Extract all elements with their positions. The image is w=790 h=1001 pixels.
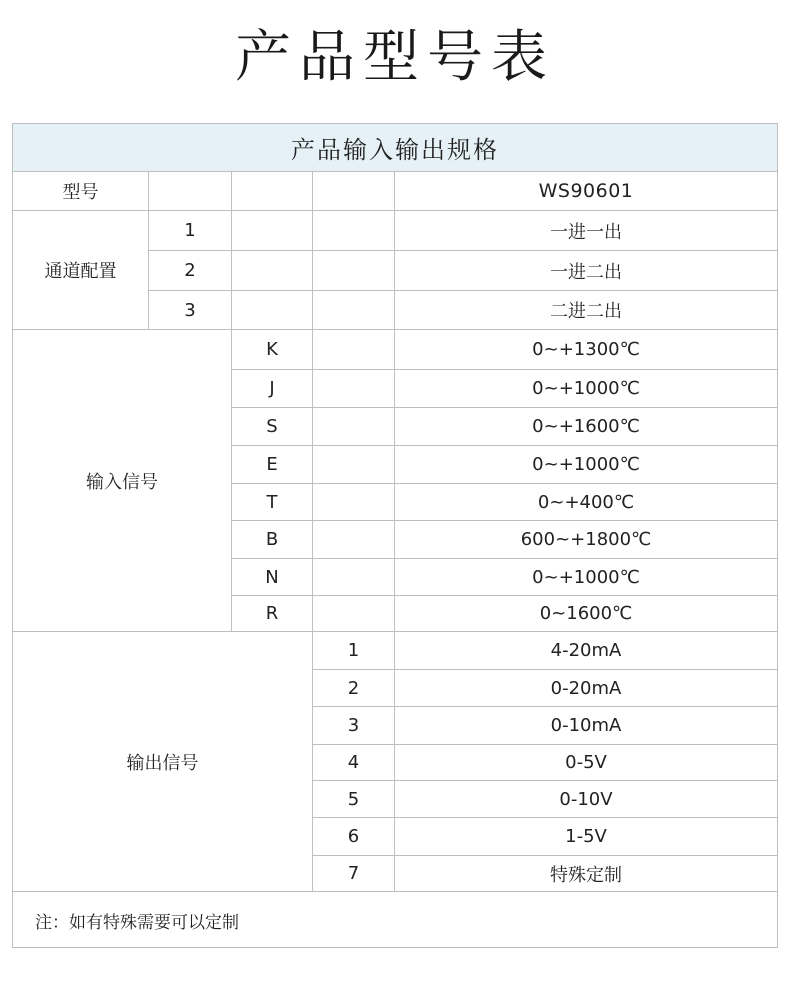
empty-cell (232, 291, 313, 330)
input-range: 0~1600℃ (395, 596, 777, 632)
input-range: 0~+1000℃ (395, 370, 777, 408)
channel-desc: 二进二出 (395, 291, 777, 330)
channel-code: 3 (149, 291, 232, 330)
input-range: 0~+1000℃ (395, 446, 777, 484)
output-range: 特殊定制 (395, 856, 777, 892)
footnote: 注：如有特殊需要可以定制 (35, 912, 239, 933)
empty-cell (313, 251, 395, 291)
channel-code: 1 (149, 211, 232, 251)
input-code: B (232, 521, 313, 559)
output-range: 1-5V (395, 818, 777, 856)
output-code: 3 (313, 707, 395, 745)
empty-cell (313, 408, 395, 446)
spec-table (12, 123, 778, 948)
empty-cell (313, 291, 395, 330)
output-range: 0-10V (395, 781, 777, 818)
empty-cell (313, 521, 395, 559)
page-title: 产品型号表 (235, 25, 555, 90)
input-range: 0~+400℃ (395, 484, 777, 521)
input-signal-label: 输入信号 (13, 330, 232, 632)
empty-cell (313, 211, 395, 251)
empty-cell (313, 330, 395, 370)
output-code: 1 (313, 632, 395, 670)
channel-desc: 一进一出 (395, 211, 777, 251)
input-range: 0~+1600℃ (395, 408, 777, 446)
input-range: 0~+1300℃ (395, 330, 777, 370)
output-range: 0-5V (395, 745, 777, 781)
output-range: 0-10mA (395, 707, 777, 745)
output-code: 2 (313, 670, 395, 707)
empty-cell (313, 484, 395, 521)
input-code: E (232, 446, 313, 484)
output-range: 4-20mA (395, 632, 777, 670)
output-code: 7 (313, 856, 395, 892)
output-code: 5 (313, 781, 395, 818)
output-code: 6 (313, 818, 395, 856)
channel-config-label: 通道配置 (13, 211, 149, 330)
input-code: T (232, 484, 313, 521)
model-value: WS90601 (395, 172, 777, 211)
input-code: K (232, 330, 313, 370)
empty-cell (232, 172, 313, 211)
output-code: 4 (313, 745, 395, 781)
empty-cell (313, 559, 395, 596)
table-heading: 产品输入输出规格 (13, 124, 777, 172)
channel-code: 2 (149, 251, 232, 291)
empty-cell (313, 370, 395, 408)
empty-cell (232, 211, 313, 251)
empty-cell (232, 251, 313, 291)
empty-cell (313, 172, 395, 211)
input-range: 600~+1800℃ (395, 521, 777, 559)
empty-cell (149, 172, 232, 211)
model-label: 型号 (13, 172, 149, 211)
input-code: J (232, 370, 313, 408)
channel-desc: 一进二出 (395, 251, 777, 291)
empty-cell (313, 596, 395, 632)
input-code: S (232, 408, 313, 446)
input-range: 0~+1000℃ (395, 559, 777, 596)
output-range: 0-20mA (395, 670, 777, 707)
empty-cell (313, 446, 395, 484)
input-code: R (232, 596, 313, 632)
input-code: N (232, 559, 313, 596)
output-signal-label: 输出信号 (13, 632, 313, 892)
